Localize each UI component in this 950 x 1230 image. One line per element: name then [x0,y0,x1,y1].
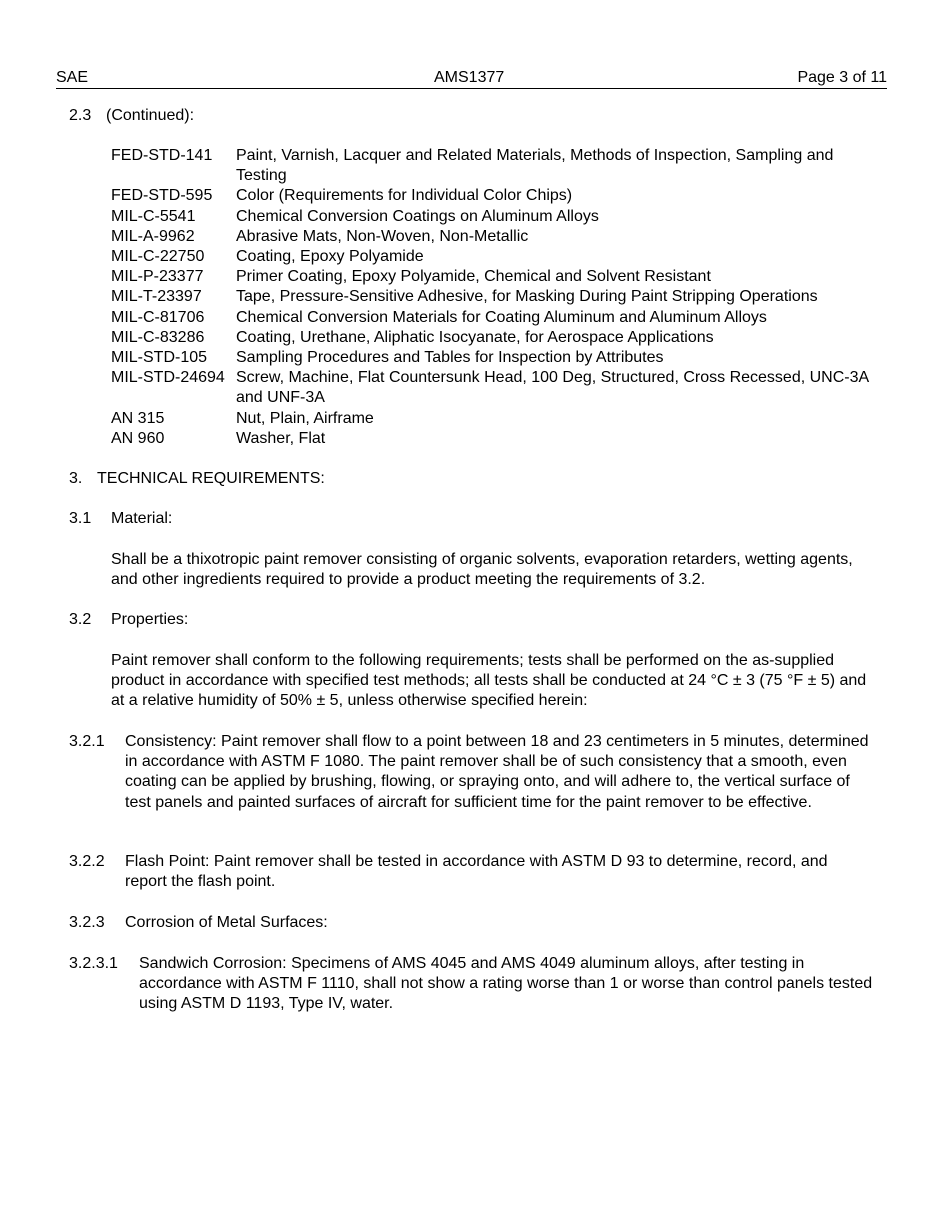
reference-title: Paint, Varnish, Lacquer and Related Materials, Methods of Inspection, Sampling and Testing [236,147,834,185]
reference-row [111,186,871,206]
reference-row [111,287,871,307]
reference-code: MIL-P-23377 [111,268,204,286]
reference-code: MIL-C-5541 [111,207,196,225]
reference-title: Washer, Flat [236,429,326,447]
reference-code: MIL-C-83286 [111,328,205,346]
reference-title: Tape, Pressure-Sensitive Adhesive, for Masking During Paint Stripping Operations [236,288,818,306]
header-page-number: Page 3 of 11 [797,69,887,86]
reference-row [111,146,871,186]
reference-code: FED-STD-141 [111,147,213,164]
section-3-2-3-1-number: 3.2.3.1 [69,955,118,972]
section-3-2-2-number: 3.2.2 [69,853,105,870]
section-3-2-3-number: 3.2.3 [69,914,105,931]
page-header [56,68,887,89]
reference-code: AN 960 [111,429,165,447]
reference-code: MIL-C-81706 [111,308,205,326]
reference-row [111,227,871,247]
section-3-2-2-body: Flash Point: Paint remover shall be tested in accordance with ASTM D 93 to determine, record, and report the flash point. [125,853,828,891]
reference-title: Nut, Plain, Airframe [236,409,374,427]
section-3-2-heading: Properties: [111,611,189,628]
reference-title: Color (Requirements for Individual Color Chips) [236,187,573,205]
reference-row [111,267,871,287]
reference-code: AN 315 [111,409,165,427]
reference-row [111,328,871,348]
reference-code: MIL-STD-105 [111,349,208,367]
reference-title: Chemical Conversion Coatings on Aluminum Alloys [236,207,599,225]
reference-title: Primer Coating, Epoxy Polyamide, Chemical and Solvent Resistant [236,268,711,286]
reference-title: Chemical Conversion Materials for Coating Aluminum and Aluminum Alloys [236,308,767,326]
section-2-3-heading: (Continued): [106,107,195,124]
reference-code: FED-STD-595 [111,187,213,205]
reference-code: MIL-A-9962 [111,227,195,245]
section-3-2-3-1-body: Sandwich Corrosion: Specimens of AMS 4045 and AMS 4049 aluminum alloys, after testing in accordance with ASTM F 1110, shall not show a rating worse than 1 or worse than control panels tested using ASTM D 1193, Type IV, water. [139,955,873,1013]
section-3-1-body: Shall be a thixotropic paint remover consisting of organic solvents, evaporation retarders, wetting agents, and other ingredients required to provide a product meeting the requirements of 3.2. [111,551,853,589]
reference-title: Abrasive Mats, Non-Woven, Non-Metallic [236,227,529,245]
section-3-2-3-body: Corrosion of Metal Surfaces: [125,914,328,931]
section-3-1-number: 3.1 [69,510,92,527]
section-3-number: 3. [69,470,83,487]
reference-title: Sampling Procedures and Tables for Inspection by Attributes [236,349,664,367]
reference-row [111,348,871,368]
reference-code: MIL-T-23397 [111,288,202,306]
reference-code: MIL-STD-24694 [111,369,225,387]
section-3-2-1-number: 3.2.1 [69,733,105,750]
section-3-1-heading: Material: [111,510,173,527]
reference-code: MIL-C-22750 [111,248,205,266]
reference-title: Coating, Epoxy Polyamide [236,248,424,266]
section-3-2-number: 3.2 [69,611,92,628]
section-3-heading: TECHNICAL REQUIREMENTS: [97,470,325,487]
reference-row [111,207,871,227]
header-doc-number: AMS1377 [434,69,505,86]
header-org: SAE [56,69,89,86]
section-3-2-body: Paint remover shall conform to the following requirements; tests shall be performed on the as-supplied product in accordance with specified test methods; all tests shall be conducted at 24 °C ± 3 (75 °F ± 5) and at a relative humidity of 50% ± 5, unless otherwise specified herein: [111,652,867,710]
reference-row [111,409,871,429]
reference-title: Screw, Machine, Flat Countersunk Head, 100 Deg, Structured, Cross Recessed, UNC-3A and UNF-3A [236,369,869,407]
section-3-2-1-body: Consistency: Paint remover shall flow to a point between 18 and 23 centimeters in 5 minutes, determined in accordance with ASTM F 1080. The paint remover shall be of such consistency that a smooth, even coating can be applied by brushing, flowing, or spraying onto, and will adhere to, the vertical surface of test panels and painted surfaces of aircraft for sufficient time for the paint remover to be effective. [125,733,869,811]
reference-row [111,368,871,408]
reference-title: Coating, Urethane, Aliphatic Isocyanate, for Aerospace Applications [236,328,714,346]
reference-row [111,247,871,267]
reference-row [111,308,871,328]
section-2-3-number: 2.3 [69,107,92,124]
reference-row [111,429,871,449]
reference-list [111,146,871,449]
